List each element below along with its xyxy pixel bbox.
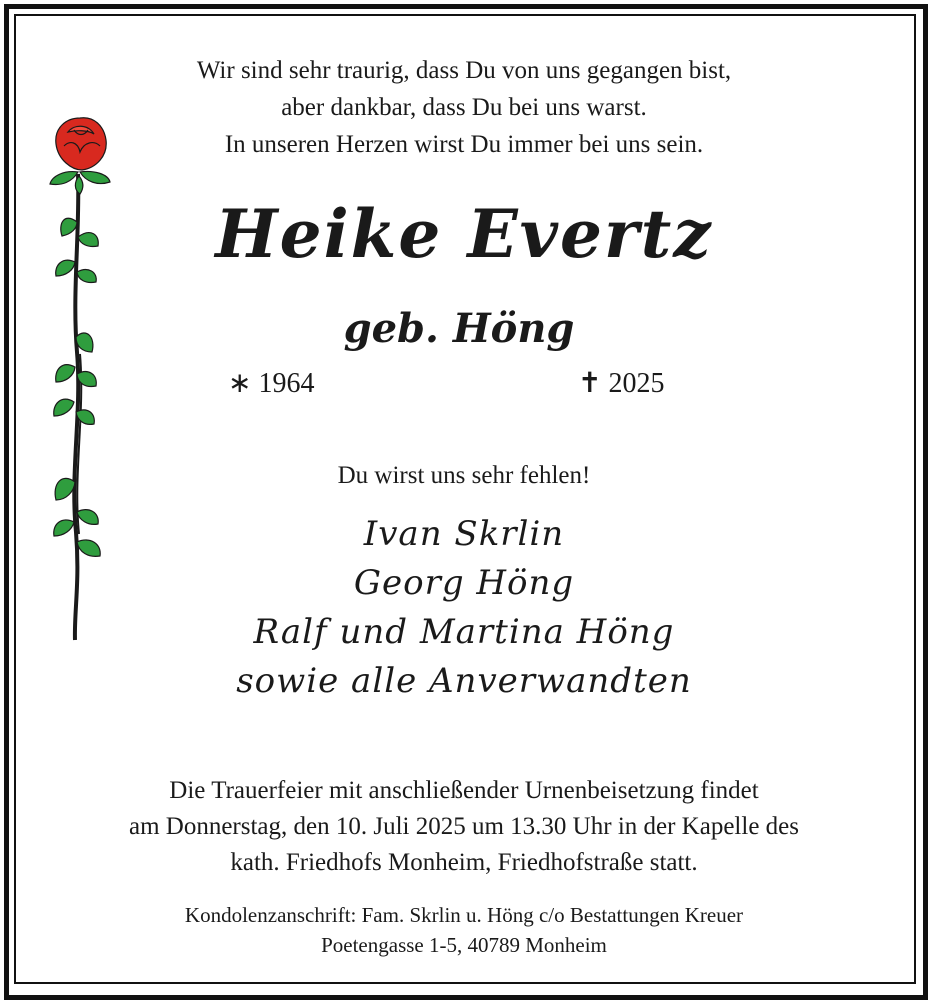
intro-verse: [0, 52, 928, 163]
death-date: [578, 366, 664, 400]
mourner-name: Ivan Skrlin: [363, 514, 565, 554]
cross-icon: ✝: [578, 368, 602, 399]
mourner-name: sowie alle Anverwandten: [236, 661, 692, 701]
maiden-name: geb. Höng: [343, 305, 575, 352]
mourners-list: [0, 510, 928, 706]
birth-date: [228, 366, 314, 400]
address-line: Kondolenzanschrift: Fam. Skrlin u. Höng c/o Bestattungen Kreuer: [184, 903, 744, 927]
address-line: Poetengasse 1-5, 40789 Monheim: [321, 933, 607, 957]
closing-phrase: Du wirst uns sehr fehlen!: [337, 462, 591, 489]
mourner-name: Ralf und Martina Höng: [253, 612, 675, 652]
death-year: 2025: [608, 368, 665, 399]
asterisk-icon: ∗: [228, 368, 252, 399]
intro-line: aber dankbar, dass Du bei uns warst.: [281, 94, 647, 121]
ceremony-info: [0, 773, 928, 881]
intro-line: Wir sind sehr traurig, dass Du von uns gegangen bist,: [196, 57, 732, 84]
mourner-name: Georg Höng: [353, 563, 575, 603]
ceremony-line: am Donnerstag, den 10. Juli 2025 um 13.30 Uhr in der Kapelle des: [128, 813, 799, 840]
intro-line: In unseren Herzen wirst Du immer bei uns sein.: [224, 131, 704, 158]
deceased-name: Heike Evertz: [215, 195, 713, 273]
ceremony-line: Die Trauerfeier mit anschließender Urnenbeisetzung findet: [169, 777, 759, 804]
birth-year: 1964: [258, 368, 315, 399]
ceremony-line: kath. Friedhofs Monheim, Friedhofstraße statt.: [230, 849, 698, 876]
condolence-address: [0, 900, 928, 960]
